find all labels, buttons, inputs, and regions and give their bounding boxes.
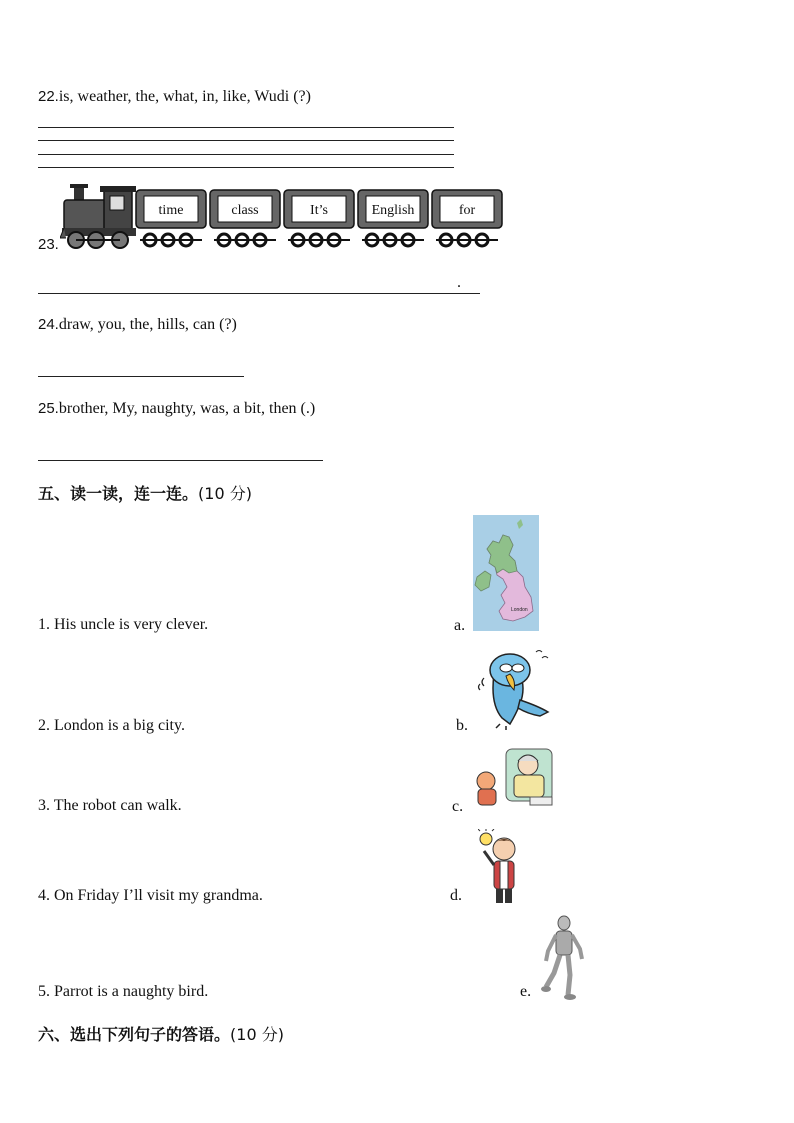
matching-sentence: 1. His uncle is very clever.	[38, 616, 209, 633]
parrot-picture[interactable]	[476, 644, 554, 730]
question-number: 23.	[38, 236, 59, 253]
question-22	[38, 88, 311, 106]
option-letter: c.	[452, 798, 464, 815]
section-5-heading	[38, 481, 252, 504]
uk-map-picture[interactable]	[473, 515, 539, 631]
answer-line[interactable]	[38, 293, 480, 294]
question-23-number	[38, 236, 59, 254]
car-word: time	[158, 203, 184, 218]
answer-line[interactable]	[38, 140, 454, 141]
answer-line[interactable]	[38, 154, 454, 155]
question-words: brother, My, naughty, was, a bit, then (.)	[58, 400, 316, 417]
car-word: English	[371, 203, 415, 218]
train-car-3	[284, 190, 354, 246]
car-word: for	[458, 203, 476, 218]
option-letter: d.	[450, 887, 462, 904]
matching-sentence: 5. Parrot is a naughty bird.	[38, 983, 209, 1000]
locomotive-icon	[60, 184, 136, 248]
question-number: 22.	[38, 88, 59, 105]
train-car-1	[136, 190, 206, 246]
answer-line[interactable]	[38, 167, 454, 168]
car-word: It’s	[310, 203, 328, 218]
matching-sentence: 3. The robot can walk.	[38, 797, 182, 814]
section-points: (10 分)	[198, 484, 252, 503]
answer-line[interactable]	[38, 460, 323, 461]
matching-sentence: 4. On Friday I’ll visit my grandma.	[38, 887, 263, 904]
section-points: (10 分)	[230, 1025, 284, 1044]
train-car-2	[210, 190, 280, 246]
option-letter: a.	[454, 617, 466, 634]
answer-line[interactable]	[38, 127, 454, 128]
option-letter: b.	[456, 717, 468, 734]
section-title: 六、选出下列句子的答语。	[38, 1025, 231, 1044]
end-mark: .	[457, 274, 461, 291]
option-letter: e.	[520, 983, 532, 1000]
clever-boy-picture[interactable]	[478, 829, 528, 907]
question-number: 25.	[38, 400, 59, 417]
question-words: draw, you, the, hills, can (?)	[58, 316, 237, 333]
grandma-picture[interactable]	[472, 747, 556, 811]
question-24	[38, 316, 237, 334]
matching-sentence: 2. London is a big city.	[38, 717, 185, 734]
train-car-5	[432, 190, 502, 246]
map-label: London	[511, 607, 528, 613]
robot-picture[interactable]	[540, 915, 588, 1001]
car-word: class	[231, 203, 259, 218]
section-6-heading	[38, 1022, 284, 1045]
train-car-4	[358, 190, 428, 246]
word-train	[60, 184, 506, 254]
question-number: 24.	[38, 316, 59, 333]
section-title: 五、读一读，连一连。	[38, 484, 199, 503]
question-25	[38, 400, 315, 418]
question-words: is, weather, the, what, in, like, Wudi (?)	[58, 88, 311, 105]
answer-line[interactable]	[38, 376, 244, 377]
